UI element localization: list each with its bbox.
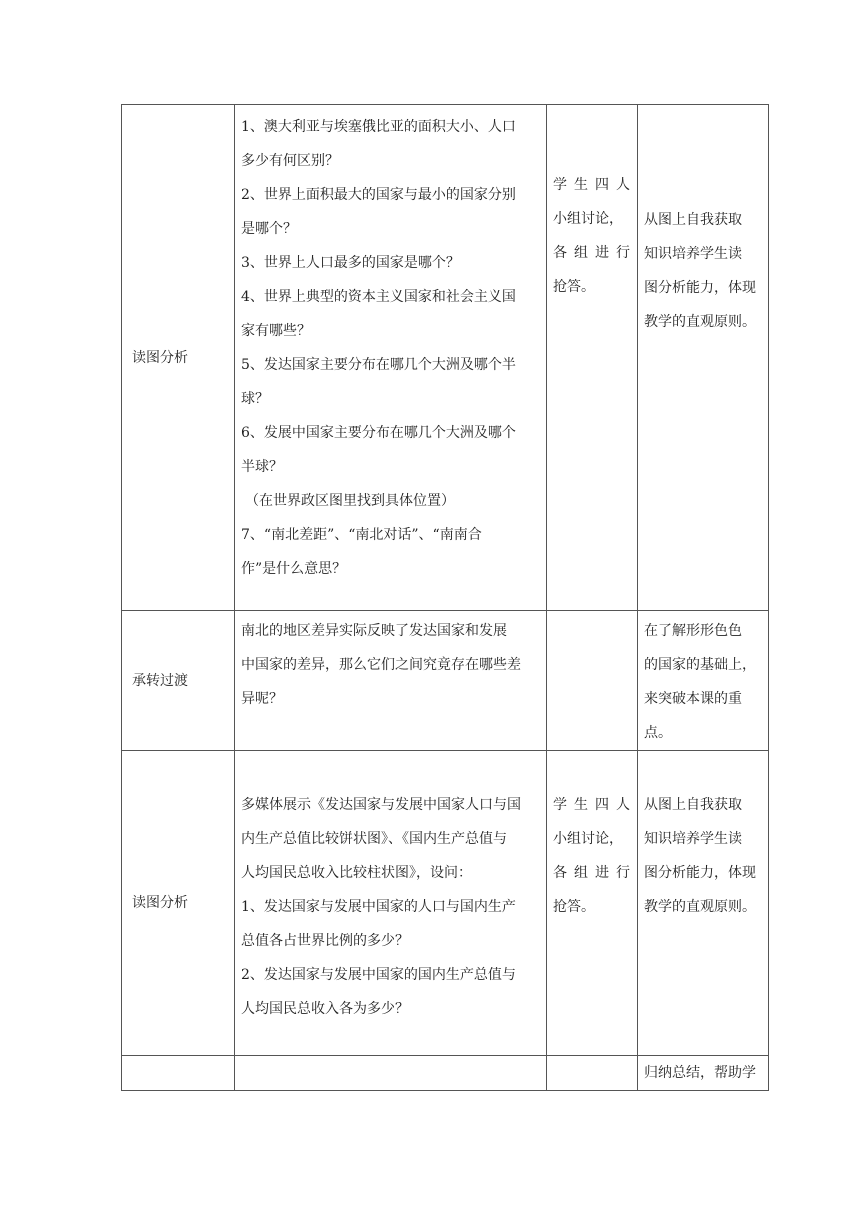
intent-line: 教学的直观原则。 [644, 899, 756, 915]
content-line: 3、世界上人口最多的国家是哪个？ [241, 255, 460, 271]
content-line: 6、发展中国家主要分布在哪几个大洲及哪个 [241, 425, 516, 441]
intent-line: 图分析能力，体现 [644, 865, 756, 881]
content-line: （在世界政区图里找到具体位置） [245, 493, 455, 509]
stage-cell [122, 611, 235, 751]
content-line: 7、“南北差距”、“南北对话”、“南南合 [241, 527, 482, 543]
table-row [122, 1056, 769, 1091]
intent-line: 归纳总结，帮助学 [644, 1065, 756, 1081]
content-line: 家有哪些？ [241, 323, 311, 339]
stage-label: 读图分析 [132, 349, 188, 366]
lesson-plan-table [121, 104, 769, 1091]
design-intent-cell [638, 105, 769, 611]
design-intent-cell [638, 611, 769, 751]
student-line: 各组进行 [553, 865, 637, 881]
content-line: 2、发达国家与发展中国家的国内生产总值与 [241, 967, 516, 983]
stage-label: 读图分析 [132, 895, 188, 911]
intent-line: 知识培养学生读 [644, 831, 742, 847]
table-row [122, 105, 769, 611]
content-line: 内生产总值比较饼状图》、《国内生产总值与 [241, 831, 507, 847]
intent-line: 图分析能力，体现 [644, 280, 756, 296]
student-line: 抢答。 [553, 279, 595, 295]
content-line: 1、澳大利亚与埃塞俄比亚的面积大小、人口 [241, 119, 516, 135]
content-line: 多媒体展示《发达国家与发展中国家人口与国 [241, 797, 521, 813]
content-line: 5、发达国家主要分布在哪几个大洲及哪个半 [241, 357, 516, 373]
content-line: 人均国民总收入各为多少？ [241, 1001, 409, 1017]
content-line: 2、世界上面积最大的国家与最小的国家分别 [241, 187, 516, 203]
content-line: 异呢？ [241, 691, 283, 707]
student-activity-cell [547, 611, 638, 751]
student-activity-cell [547, 751, 638, 1056]
student-line: 抢答。 [553, 899, 595, 915]
intent-line: 知识培养学生读 [644, 246, 742, 262]
content-line: 作”是什么意思？ [241, 561, 347, 577]
table-row [122, 611, 769, 751]
content-line: 人均国民总收入比较柱状图》，设问： [241, 865, 472, 881]
design-intent-cell [638, 1056, 769, 1091]
student-line: 小组讨论， [553, 831, 623, 847]
student-activity-cell [547, 1056, 638, 1091]
content-cell [235, 105, 547, 611]
content-line: 半球？ [241, 459, 283, 475]
intent-line: 点。 [644, 725, 672, 741]
student-line: 各组进行 [553, 245, 637, 261]
intent-line: 从图上自我获取 [644, 212, 742, 228]
student-activity-cell [547, 105, 638, 611]
stage-cell [122, 751, 235, 1056]
content-cell [235, 751, 547, 1056]
content-line: 是哪个？ [241, 221, 297, 237]
intent-line: 的国家的基础上， [644, 657, 756, 673]
intent-line: 在了解形形色色 [644, 623, 742, 639]
content-line: 1、发达国家与发展中国家的人口与国内生产 [241, 899, 516, 915]
content-line: 球？ [241, 391, 269, 407]
content-line: 多少有何区别？ [241, 153, 339, 169]
stage-label: 承转过渡 [132, 672, 188, 689]
intent-line: 从图上自我获取 [644, 797, 742, 813]
stage-cell [122, 1056, 235, 1091]
intent-line: 来突破本课的重 [644, 691, 742, 707]
table-row [122, 751, 769, 1056]
intent-line: 教学的直观原则。 [644, 314, 756, 330]
student-line: 学生四人 [553, 177, 637, 193]
stage-cell [122, 105, 235, 611]
content-line: 4、世界上典型的资本主义国家和社会主义国 [241, 289, 516, 305]
content-line: 南北的地区差异实际反映了发达国家和发展 [241, 623, 507, 639]
student-line: 学生四人 [553, 797, 637, 813]
content-line: 总值各占世界比例的多少？ [241, 933, 409, 949]
content-line: 中国家的差异，那么它们之间究竟存在哪些差 [241, 657, 521, 673]
design-intent-cell [638, 751, 769, 1056]
content-cell [235, 611, 547, 751]
student-line: 小组讨论， [553, 211, 623, 227]
content-cell [235, 1056, 547, 1091]
